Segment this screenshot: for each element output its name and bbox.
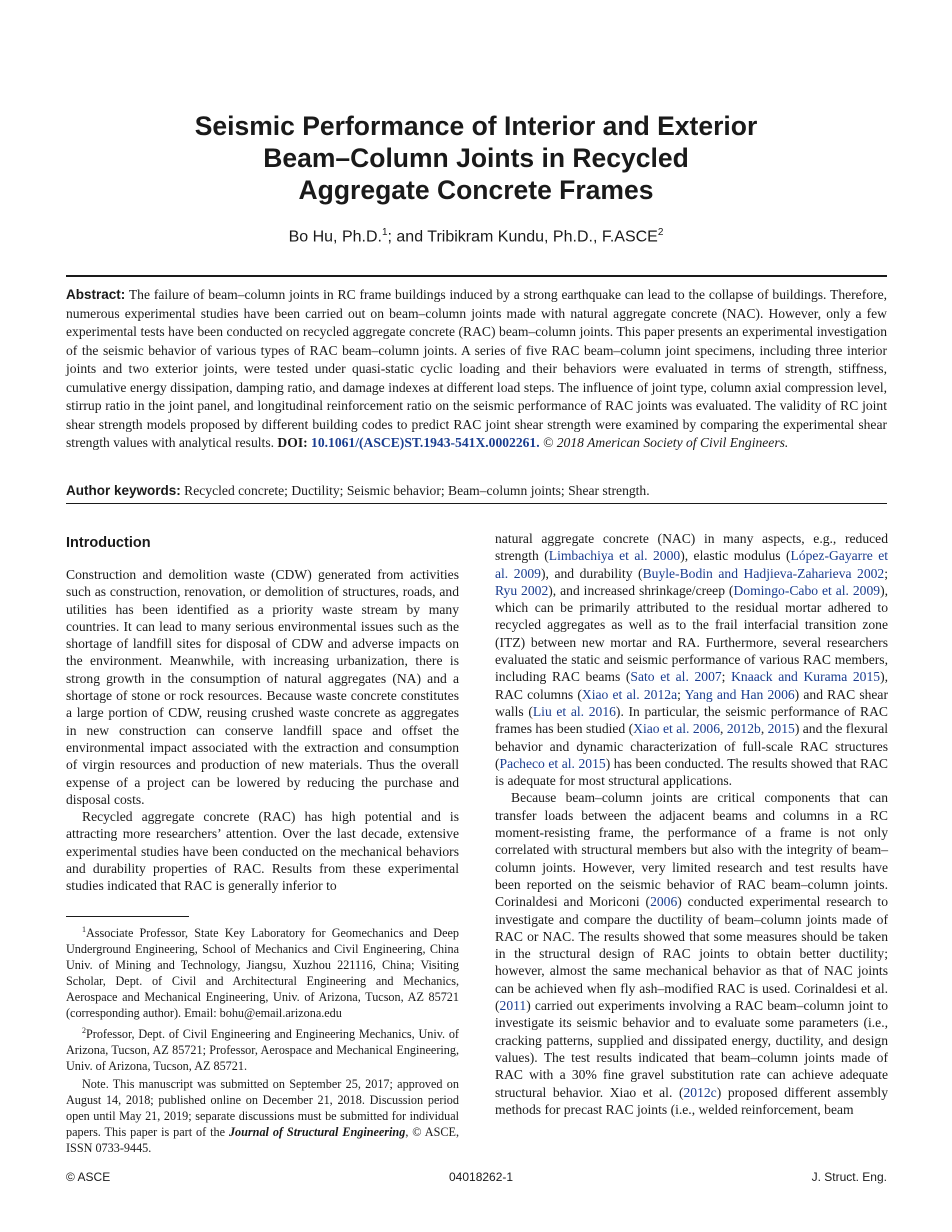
citation-link[interactable]: Knaack and Kurama 2015 — [731, 669, 881, 685]
intro-paragraph-2: Recycled aggregate concrete (RAC) has high potential and is attracting more researchers’ attention. Over the last decade, extensive experimental studies have been conducted on the mechanical behaviors and durability properties of RAC. Results from these experimental studies indicated that RAC is generally inferior to — [66, 809, 459, 894]
body-paragraph-2: Because beam–column joints are critical components that can transfer loads between the adjacent beams and columns in a RC moment-resisting frame, the performance of a frame is not only correlated with structural members but also with the integrity of beam–column joints. However, very limited research and test results have been reported on the seismic behavior of RAC beam–column joints. Corinaldesi and Moriconi (2006) conducted experimental research to investigate and compare the ductility of beam–column joints made of RAC or NAC. The results showed that some measures should be taken in the structural design of RAC joints to obtain better ductility; however, almost the same mechanical behavior as that of NAC joints can be achieved when fly ash–modified RAC is used. Corinaldesi et al. (2011) carried out experiments involving a RAC beam–column joint to investigate its seismic behavior and to evaluate some parameters (i.e., cracking patterns, supplied and dissipated energy, ductility, and design values). The test results indicated that beam–column joints made of RAC with a 30% fine gravel substitution rate can achieve adequate structural behavior. Xiao et al. (2012c) proposed different assembly methods for precast RAC joints (i.e., welded reinforcement, beam — [495, 790, 888, 1117]
footer-copyright: © ASCE — [66, 1170, 111, 1184]
doi-link[interactable]: 10.1061/(ASCE)ST.1943-541X.0002261. — [311, 435, 540, 450]
citation-link[interactable]: Xiao et al. 2012a — [581, 686, 678, 702]
citation-link[interactable]: Liu et al. 2016 — [532, 703, 616, 719]
abstract-text: The failure of beam–column joints in RC frame buildings induced by a strong earthquake can lead to the collapse of buildings. Therefore, numerous experimental studies have been carried out on beam–column joints made with natural aggregate concrete (NAC). However, only a few experimental tests have been conducted on recycled aggregate concrete (RAC) beam–column joints. This paper presents an experimental investigation of the seismic behavior of various types of RAC beam–column joints. A series of five RAC beam–column joint specimens, including three interior joints and two exterior joints, were tested under quasi-static cyclic loading and their behaviors were evaluated in terms of strength, stiffness, cumulative energy dissipation, damping ratio, and damage indexes at different load steps. The influence of joint type, column axial compression level, stirrup ratio in the joint panel, and longitudinal reinforcement ratio on the seismic performance of RAC joints was evaluated. The validity of RC joint shear strength models proposed by different building codes to predict RAC joint shear strength were examined by comparing the experimental shear strength values with analytical results. — [66, 287, 887, 450]
author-2-affiliation-mark: 2 — [657, 227, 664, 238]
body-paragraph-1: natural aggregate concrete (NAC) in many aspects, e.g., reduced strength (Limbachiya et al. 2000), elastic modulus (López-Gayarre et al. 2009), and durability (Buyle-Bodin and Hadjieva-Zaharieva 2002; Ryu 2002), and increased shrinkage/creep (Domingo-Cabo et al. 2009), which can be primarily attributed to the residual mortar adhered to recycled aggregates as well as to the frail interfacial transition zone (ITZ) between new mortar and RA. Furthermore, several researchers evaluated the static and seismic performance of various RAC members, including RAC beams (Sato et al. 2007; Knaack and Kurama 2015), RAC columns (Xiao et al. 2012a; Yang and Han 2006) and RAC shear walls (Liu et al. 2016). In particular, the seismic performance of RAC frames has been studied (Xiao et al. 2006, 2012b, 2015) and the flexural behavior and dynamic characterization of full-scale RAC structures (Pacheco et al. 2015) has been conducted. The results showed that RAC is adequate for most structural applications. — [495, 531, 889, 789]
title-line-1: Seismic Performance of Interior and Exterior — [194, 111, 758, 141]
citation-link[interactable]: Limbachiya et al. 2000 — [548, 548, 681, 564]
title-line-2: Beam–Column Joints in Recycled — [263, 143, 689, 173]
author-line — [120, 220, 832, 250]
right-column — [495, 530, 888, 1118]
citation-link[interactable]: Xiao et al. 2006 — [633, 721, 721, 737]
left-column — [66, 530, 459, 895]
keywords-divider — [66, 503, 887, 504]
citation-link[interactable]: Pacheco et al. 2015 — [499, 755, 606, 771]
citation-link[interactable]: Domingo-Cabo et al. 2009 — [733, 582, 881, 598]
footnotes — [66, 922, 459, 1158]
doi-label: DOI: — [277, 435, 308, 450]
citation-link[interactable]: 2012c — [683, 1084, 717, 1100]
footnote-1: $^1$Associate Professor, State Key Laboratory for Geomechanics and Deep Underground Engineering, School of Mechanics and Civil Engineering, China Univ. of Mining and Technology, Jiangsu, Xuzhou 221116, China; Visiting Scholar, Dept. of Civil and Architectural Engineering and Mechanics, Aerospace and Mechanical Engineering, Univ. of Arizona, Tucson, AZ 85721 (corresponding author). Email: bohu@email.arizona.edu — [66, 925, 459, 1021]
intro-paragraph-1: Construction and demolition waste (CDW) generated from activities such as construction, renovation, or demolition of structures, roads, and utilities has been identified as a priority waste stream by many countries. It can lead to many serious environmental issues such as the shortage of landfill sites for disposal of CDW and adverse impacts on the environment. Meanwhile, with increasing urbanization, there is strong growth in the consumption of natural aggregates (NA) and a shortage of stone or rock resources. Because waste concrete constitutes a large portion of CDW, reusing crushed waste concrete as aggregates in new construction can conserve landfill space and offset the environmental impact associated with the extraction and consumption of virgin resources and production of new materials. Thus the overall expense of a project can be lowered by reducing the purchase and disposal costs. — [66, 567, 459, 807]
abstract-label: Abstract: — [66, 287, 126, 302]
page-footer — [66, 1170, 887, 1190]
section-heading-introduction: Introduction — [66, 535, 151, 551]
abstract — [66, 286, 887, 453]
author-keywords — [66, 481, 887, 500]
author-2: ; and Tribikram Kundu, Ph.D., F.ASCE — [387, 228, 658, 246]
manuscript-note: Note. This manuscript was submitted on September 25, 2017; approved on August 14, 2018; published online on December 21, 2018. Discussion period open until May 21, 2019; separate discussions must be submitted for individual papers. This paper is part of the Journal of Structural Engineering, © ASCE, ISSN 0733-9445. — [66, 1077, 459, 1156]
citation-link[interactable]: Yang and Han 2006 — [684, 686, 795, 702]
footer-journal: J. Struct. Eng. — [811, 1170, 887, 1184]
citation-link[interactable]: López-Gayarre et al. 2009 — [495, 548, 889, 581]
title-line-3: Aggregate Concrete Frames — [298, 175, 654, 205]
citation-link[interactable]: 2011 — [499, 998, 527, 1014]
citation-link[interactable]: 2012b — [726, 721, 761, 737]
journal-name: Journal of Structural Engineering — [228, 1125, 406, 1140]
citation-link[interactable]: Sato et al. 2007 — [630, 669, 722, 685]
author-1: Bo Hu, Ph.D. — [288, 228, 382, 246]
footnote-2: $^2$Professor, Dept. of Civil Engineering and Engineering Mechanics, Univ. of Arizona, Tucson, AZ 85721; Professor, Aerospace and Mechanical Engineering, Univ. of Arizona, Tucson, AZ 85721. — [66, 1026, 459, 1074]
top-divider — [66, 275, 887, 277]
citation-link[interactable]: Ryu 2002 — [495, 582, 549, 598]
footnote-divider — [66, 916, 189, 917]
keywords-label: Author keywords: — [66, 483, 181, 498]
paper-title — [120, 110, 832, 206]
author-1-affiliation-mark: 1 — [381, 227, 388, 238]
footer-page-id: 04018262-1 — [449, 1170, 514, 1184]
citation-link[interactable]: 2006 — [650, 894, 678, 910]
citation-link[interactable]: Buyle-Bodin and Hadjieva-Zaharieva 2002 — [642, 565, 885, 581]
keywords-text: Recycled concrete; Ductility; Seismic behavior; Beam–column joints; Shear strength. — [180, 483, 650, 498]
copyright-notice: © 2018 American Society of Civil Engineers. — [539, 435, 789, 450]
citation-link[interactable]: 2015 — [767, 721, 795, 737]
